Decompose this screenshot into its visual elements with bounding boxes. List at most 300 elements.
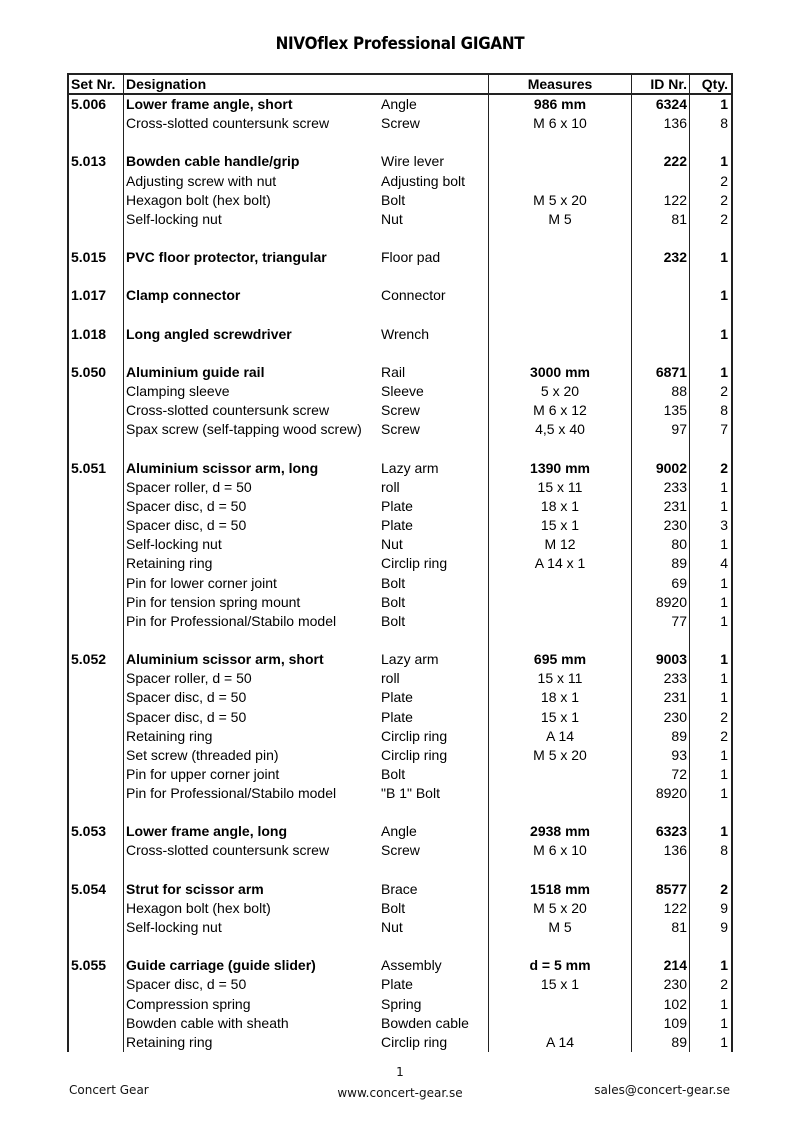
cell-type [381,440,486,459]
cell-qty: 1 [689,248,730,267]
cell-designation: Aluminium scissor arm, long [123,459,378,478]
cell-qty: 1 [689,478,730,497]
cell-set-nr: 5.054 [71,880,107,897]
cell-measures [488,631,631,650]
cell-measures [488,1014,631,1033]
parts-table [67,73,733,1052]
cell-measures [488,765,631,784]
cell-qty: 2 [689,708,730,727]
cell-designation: Spax screw (self-tapping wood screw) [123,420,378,439]
cell-qty [689,229,730,248]
cell-type: Assembly [381,957,442,974]
header-set-nr: Set Nr. [71,76,116,92]
cell-id-nr: 233 [631,669,689,688]
footer-company: Concert Gear [69,1083,149,1097]
cell-id-nr: 136 [631,114,689,133]
cell-id-nr: 77 [631,612,689,631]
spacer-row [69,937,731,956]
cell-qty [689,306,730,325]
cell-designation: PVC floor protector, triangular [123,248,378,267]
cell-set-nr [69,267,123,286]
cell-designation: Strut for scissor arm [123,880,378,899]
cell-qty: 1 [689,784,730,803]
cell-qty: 2 [689,382,730,401]
cell-id-nr [631,325,689,344]
cell-type [381,133,486,152]
cell-designation: Self-locking nut [123,535,378,554]
cell-qty: 9 [689,899,730,918]
cell-measures: A 14 [488,1033,631,1052]
cell-measures: M 5 [488,210,631,229]
cell-set-nr: 5.055 [71,957,107,974]
cell-type: Plate [381,689,413,706]
cell-id-nr [631,306,689,325]
cell-measures [488,861,631,880]
cell-type: Plate [381,976,413,993]
footer-website[interactable]: www.concert-gear.se [337,1086,463,1100]
table-row [69,593,731,612]
cell-set-nr: 5.015 [71,249,107,266]
cell-id-nr: 222 [631,152,689,171]
cell-measures [488,937,631,956]
cell-designation [123,861,378,880]
cell-set-nr: 5.050 [71,363,107,380]
cell-id-nr: 122 [631,899,689,918]
set-header-row [69,956,731,975]
cell-id-nr: 6871 [631,363,689,382]
table-row [69,1014,731,1033]
cell-id-nr [631,172,689,191]
cell-measures [488,172,631,191]
cell-id-nr: 81 [631,210,689,229]
cell-id-nr [631,631,689,650]
cell-id-nr: 6324 [631,95,689,114]
cell-measures [488,803,631,822]
cell-type [381,267,486,286]
cell-designation: Cross-slotted countersunk screw [123,401,378,420]
cell-type: Plate [381,517,413,534]
cell-designation: Spacer roller, d = 50 [123,478,378,497]
set-header-row [69,650,731,669]
footer-email[interactable]: sales@concert-gear.se [594,1083,730,1097]
spacer-row [69,229,731,248]
cell-measures: 4,5 x 40 [488,420,631,439]
cell-qty: 9 [689,918,730,937]
set-header-row [69,286,731,305]
cell-type: Bolt [381,765,406,782]
cell-qty: 7 [689,420,730,439]
header-designation: Designation [123,75,378,93]
cell-designation: Compression spring [123,995,378,1014]
table-row [69,669,731,688]
cell-type: Bolt [381,574,406,591]
spacer-row [69,631,731,650]
cell-id-nr: 8920 [631,593,689,612]
cell-designation: Clamping sleeve [123,382,378,401]
cell-designation: Retaining ring [123,1033,378,1052]
table-row [69,746,731,765]
cell-type: roll [381,478,400,495]
cell-measures [488,306,631,325]
set-header-row [69,363,731,382]
cell-id-nr: 136 [631,841,689,860]
cell-qty: 1 [689,956,730,975]
cell-qty: 8 [689,114,730,133]
cell-id-nr: 8577 [631,880,689,899]
cell-type [381,344,486,363]
cell-designation: Hexagon bolt (hex bolt) [123,899,378,918]
cell-set-nr [69,172,123,191]
cell-designation: Set screw (threaded pin) [123,746,378,765]
cell-qty: 8 [689,841,730,860]
cell-measures: 15 x 11 [488,669,631,688]
cell-type: Floor pad [381,249,441,266]
cell-id-nr: 9003 [631,650,689,669]
cell-id-nr: 81 [631,918,689,937]
cell-id-nr [631,440,689,459]
cell-id-nr: 231 [631,497,689,516]
set-header-row [69,248,731,267]
cell-id-nr: 8920 [631,784,689,803]
set-header-row [69,459,731,478]
cell-set-nr [69,727,123,746]
set-header-row [69,822,731,841]
cell-qty: 2 [689,191,730,210]
cell-measures: 15 x 1 [488,975,631,994]
cell-set-nr: 1.017 [71,287,107,304]
cell-set-nr [69,593,123,612]
cell-type: Bowden cable [381,1014,469,1031]
set-header-row [69,95,731,114]
cell-qty: 1 [689,1014,730,1033]
cell-id-nr [631,133,689,152]
page-number: 1 [396,1065,404,1079]
table-body [69,95,731,1052]
cell-set-nr [69,688,123,707]
cell-type: Bolt [381,612,406,629]
cell-designation [123,133,378,152]
cell-designation: Lower frame angle, long [123,822,378,841]
spacer-row [69,344,731,363]
cell-measures: 18 x 1 [488,497,631,516]
cell-qty [689,631,730,650]
cell-set-nr [69,708,123,727]
cell-type: Angle [381,96,417,112]
cell-set-nr [69,382,123,401]
cell-designation [123,440,378,459]
table-row [69,497,731,516]
cell-set-nr [69,306,123,325]
spacer-row [69,267,731,286]
cell-designation: Long angled screwdriver [123,325,378,344]
cell-type: Screw [381,421,420,438]
cell-set-nr: 5.052 [71,651,107,668]
cell-qty: 3 [689,516,730,535]
cell-qty: 4 [689,554,730,573]
cell-set-nr [69,133,123,152]
cell-set-nr [69,937,123,956]
cell-designation: Cross-slotted countersunk screw [123,841,378,860]
cell-id-nr: 97 [631,420,689,439]
cell-qty [689,133,730,152]
cell-measures [488,784,631,803]
cell-designation: Spacer disc, d = 50 [123,975,378,994]
table-row [69,899,731,918]
cell-measures: 18 x 1 [488,688,631,707]
table-row [69,191,731,210]
cell-type: Screw [381,115,420,132]
cell-type: roll [381,670,400,687]
cell-qty [689,861,730,880]
cell-designation: Adjusting screw with nut [123,172,378,191]
set-header-row [69,880,731,899]
cell-set-nr [69,229,123,248]
cell-designation [123,344,378,363]
cell-set-nr [69,995,123,1014]
cell-type: Wrench [381,325,429,342]
cell-id-nr: 230 [631,708,689,727]
cell-set-nr: 5.013 [71,153,107,170]
cell-id-nr [631,229,689,248]
cell-designation: Hexagon bolt (hex bolt) [123,191,378,210]
cell-id-nr [631,286,689,305]
cell-designation: Spacer disc, d = 50 [123,516,378,535]
cell-type: Bolt [381,593,406,610]
cell-type: Bolt [381,191,406,208]
cell-qty: 1 [689,363,730,382]
cell-measures [488,133,631,152]
cell-id-nr: 80 [631,535,689,554]
cell-measures: 2938 mm [488,822,631,841]
cell-measures: M 12 [488,535,631,554]
cell-set-nr [69,631,123,650]
cell-measures [488,344,631,363]
cell-qty: 1 [689,1033,730,1052]
cell-designation [123,306,378,325]
table-row [69,995,731,1014]
cell-designation: Aluminium guide rail [123,363,378,382]
cell-measures [488,248,631,267]
cell-measures [488,440,631,459]
cell-measures [488,325,631,344]
table-row [69,918,731,937]
cell-qty: 1 [689,152,730,171]
cell-set-nr [69,803,123,822]
table-row [69,210,731,229]
table-row [69,784,731,803]
spacer-row [69,803,731,822]
cell-id-nr: 72 [631,765,689,784]
cell-id-nr: 6323 [631,822,689,841]
cell-set-nr [69,669,123,688]
set-header-row [69,325,731,344]
cell-type: Adjusting bolt [381,172,466,189]
table-row [69,554,731,573]
cell-measures [488,612,631,631]
cell-set-nr [69,478,123,497]
cell-measures: 5 x 20 [488,382,631,401]
cell-measures [488,286,631,305]
table-row [69,478,731,497]
cell-measures: 986 mm [488,95,631,114]
table-row [69,382,731,401]
set-header-row [69,152,731,171]
cell-designation: Pin for lower corner joint [123,574,378,593]
cell-set-nr [69,554,123,573]
cell-type: Sleeve [381,383,424,400]
cell-designation: Pin for upper corner joint [123,765,378,784]
table-row [69,114,731,133]
table-row [69,841,731,860]
table-row [69,708,731,727]
cell-designation: Bowden cable with sheath [123,1014,378,1033]
cell-id-nr: 214 [631,956,689,975]
cell-designation: Retaining ring [123,727,378,746]
cell-measures: d = 5 mm [488,956,631,975]
cell-measures [488,152,631,171]
cell-id-nr [631,267,689,286]
table-row [69,574,731,593]
cell-set-nr: 1.018 [71,325,107,342]
cell-measures: 15 x 1 [488,708,631,727]
cell-qty [689,440,730,459]
cell-set-nr [69,899,123,918]
cell-set-nr [69,344,123,363]
cell-measures: M 6 x 10 [488,114,631,133]
cell-type: Lazy arm [381,459,439,476]
cell-id-nr: 69 [631,574,689,593]
cell-designation: Spacer disc, d = 50 [123,497,378,516]
cell-set-nr [69,612,123,631]
spacer-row [69,861,731,880]
cell-type [381,229,486,248]
cell-qty: 1 [689,593,730,612]
cell-measures [488,574,631,593]
cell-type: Wire lever [381,153,445,170]
cell-type: Screw [381,402,420,419]
cell-type: Circlip ring [381,727,448,744]
cell-measures: 15 x 11 [488,478,631,497]
cell-designation: Pin for Professional/Stabilo model [123,612,378,631]
cell-measures: M 5 x 20 [488,191,631,210]
cell-set-nr [69,114,123,133]
cell-set-nr [69,841,123,860]
cell-id-nr: 230 [631,516,689,535]
cell-set-nr [69,574,123,593]
cell-type: Connector [381,287,446,304]
cell-set-nr [69,497,123,516]
cell-type [381,861,486,880]
cell-qty: 1 [689,650,730,669]
spacer-row [69,133,731,152]
cell-designation: Cross-slotted countersunk screw [123,114,378,133]
cell-id-nr: 230 [631,975,689,994]
cell-qty: 2 [689,727,730,746]
cell-designation: Bowden cable handle/grip [123,152,378,171]
cell-designation: Spacer disc, d = 50 [123,708,378,727]
cell-type [381,937,486,956]
table-row [69,516,731,535]
cell-measures: M 5 x 20 [488,899,631,918]
cell-type [381,803,486,822]
cell-type: Lazy arm [381,651,439,668]
cell-designation: Self-locking nut [123,918,378,937]
cell-id-nr: 89 [631,1033,689,1052]
cell-measures [488,267,631,286]
cell-set-nr [69,784,123,803]
cell-id-nr [631,344,689,363]
cell-type: Nut [381,210,403,227]
cell-id-nr: 109 [631,1014,689,1033]
cell-measures: M 5 [488,918,631,937]
cell-designation: Aluminium scissor arm, short [123,650,378,669]
cell-id-nr [631,861,689,880]
cell-qty [689,267,730,286]
table-row [69,401,731,420]
cell-id-nr: 88 [631,382,689,401]
cell-type: Nut [381,919,403,936]
cell-type: Nut [381,536,403,553]
cell-type: Angle [381,823,417,840]
cell-id-nr: 231 [631,688,689,707]
cell-type: Rail [381,363,406,380]
cell-qty: 1 [689,746,730,765]
cell-measures [488,593,631,612]
cell-qty: 1 [689,497,730,516]
cell-id-nr: 233 [631,478,689,497]
cell-set-nr [69,975,123,994]
table-row [69,420,731,439]
cell-designation: Pin for Professional/Stabilo model [123,784,378,803]
cell-id-nr: 93 [631,746,689,765]
cell-qty [689,937,730,956]
cell-designation: Retaining ring [123,554,378,573]
cell-measures: A 14 [488,727,631,746]
cell-set-nr [69,746,123,765]
table-row [69,1033,731,1052]
cell-type [381,631,486,650]
cell-measures: M 6 x 10 [488,841,631,860]
cell-type: Brace [381,880,418,897]
cell-type: Screw [381,842,420,859]
cell-measures: 1518 mm [488,880,631,899]
cell-measures: 3000 mm [488,363,631,382]
cell-id-nr [631,937,689,956]
cell-measures: A 14 x 1 [488,554,631,573]
cell-designation: Spacer disc, d = 50 [123,688,378,707]
cell-designation: Pin for tension spring mount [123,593,378,612]
cell-id-nr: 102 [631,995,689,1014]
cell-qty: 2 [689,459,730,478]
cell-measures: M 6 x 12 [488,401,631,420]
cell-measures: 695 mm [488,650,631,669]
cell-qty: 1 [689,574,730,593]
cell-id-nr: 89 [631,727,689,746]
cell-qty: 2 [689,975,730,994]
table-row [69,727,731,746]
cell-set-nr [69,765,123,784]
cell-type [381,306,486,325]
cell-type: Bolt [381,899,406,916]
table-header-row [69,73,731,95]
spacer-row [69,440,731,459]
cell-qty: 1 [689,325,730,344]
cell-designation [123,267,378,286]
table-row [69,688,731,707]
cell-qty [689,803,730,822]
cell-designation [123,229,378,248]
cell-designation: Spacer roller, d = 50 [123,669,378,688]
